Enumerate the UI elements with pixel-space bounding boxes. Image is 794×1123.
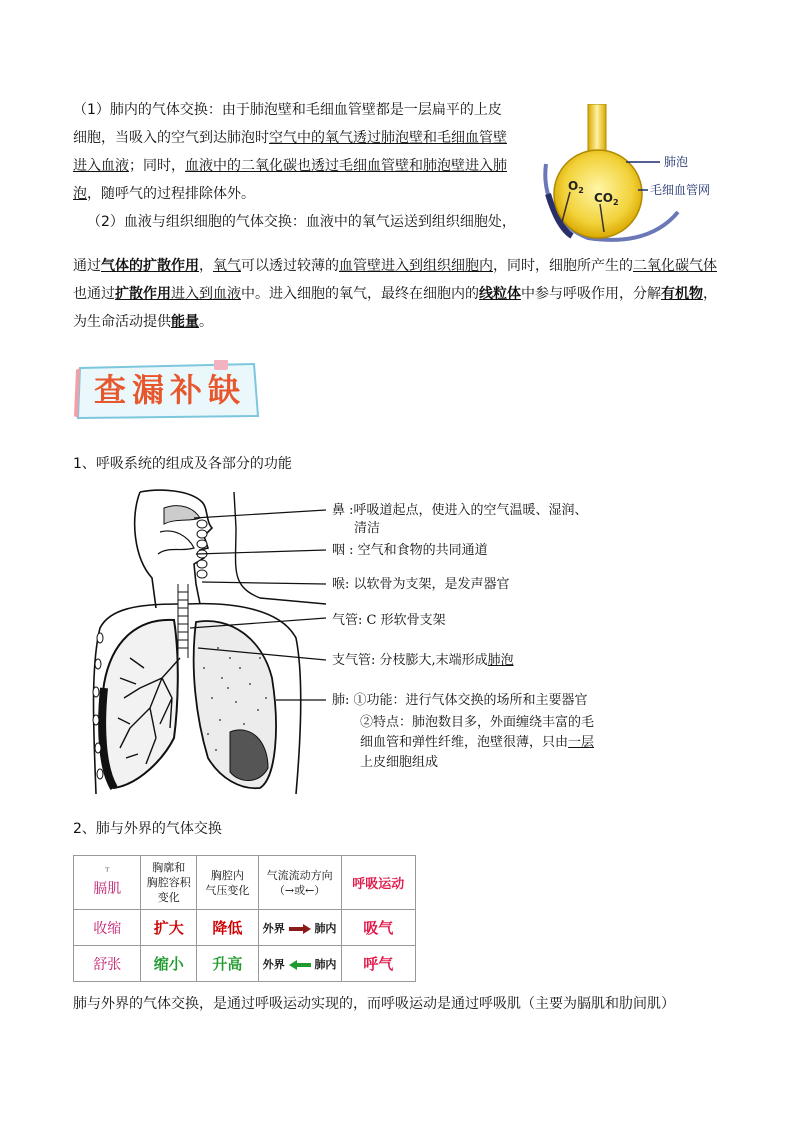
cell-volume: 扩大: [141, 910, 197, 946]
header-muscle: 膈肌: [93, 880, 122, 897]
direction-from: 外界: [262, 921, 285, 935]
text-run-underlined: 氧气: [213, 258, 241, 274]
label-nose-cont: 清洁: [354, 521, 381, 536]
header-motion: 呼吸运动: [341, 856, 415, 910]
label-lung-feature-2: [360, 732, 594, 753]
text-run-underlined: 进入到: [381, 258, 423, 274]
p2-line1: （2）血液与组织细胞的气体交换：血液中的氧气运送到组织细胞处，: [87, 214, 516, 230]
arrow-right-icon: [289, 924, 311, 934]
text-run: ，: [703, 286, 717, 302]
header-cell: [141, 856, 197, 910]
co2-label: $CO_2$: [594, 191, 619, 207]
respiratory-diagram: [90, 488, 326, 794]
left-lung: [101, 620, 178, 788]
cell-muscle: 收缩: [74, 910, 141, 946]
alveolus-label: 肺泡: [664, 155, 689, 169]
text-run-underlined: 能量: [171, 314, 199, 330]
text-run: ，同时，细胞所产生的: [493, 258, 633, 274]
back-of-head: [135, 492, 156, 608]
cell-volume: 缩小: [141, 946, 197, 982]
cell-direction: [258, 946, 341, 982]
text-run-underlined: 肺泡: [487, 653, 514, 668]
text-run-underlined: 血液中的二氧化碳也透过毛细血管壁和肺泡壁进入肺: [185, 158, 507, 174]
text-run: ，: [199, 258, 213, 274]
respiratory-heading: 1、呼吸系统的组成及各部分的功能: [73, 456, 292, 472]
header-direction-2: （→或←）: [273, 883, 326, 897]
paragraph-lung-exchange: [73, 96, 523, 236]
header-pressure-1: 胸腔内: [210, 868, 244, 882]
text-run-underlined: 二氧化碳气体: [633, 258, 717, 274]
label-lung-function: 肺: ①功能：进行气体交换的场所和主要器官: [332, 693, 588, 708]
text-run: ，随呼气的过程排除体外。: [87, 186, 255, 202]
trachea: [178, 584, 188, 658]
o2-label: $O_2$: [568, 179, 584, 195]
table-row: [74, 910, 416, 946]
label-pharynx: 咽 : 空气和食物的共同通道: [332, 543, 488, 558]
direction-from: 外界: [262, 957, 285, 971]
text-run: 可以透过较薄的: [241, 258, 339, 274]
exchange-footer: 肺与外界的气体交换，是通过呼吸运动实现的，而呼吸运动是通过呼吸肌（主要为膈肌和肋间肌）: [73, 996, 675, 1012]
table-header-row: [74, 856, 416, 910]
label-nose: 鼻 :呼吸道起点，使进入的空气温暖、湿润、: [332, 503, 588, 518]
text-run-underlined: 进入血液: [73, 158, 129, 174]
p1-line4: [73, 180, 523, 208]
text-run: 中。进入细胞的氧气，最终在细胞内的: [241, 286, 479, 302]
paragraph-tissue-exchange: [73, 252, 733, 336]
label-lung-feature-3: 上皮细胞组成: [360, 755, 439, 770]
text-run-underlined: 血液: [213, 286, 241, 302]
header-cell: [197, 856, 259, 910]
direction-to: 肺内: [314, 957, 337, 971]
header-cell: [258, 856, 341, 910]
text-run-underlined: 扩散作用: [115, 286, 171, 302]
cell-motion: 吸气: [341, 910, 415, 946]
header-volume-2: 胸腔容积: [146, 876, 191, 889]
header-pressure-2: 气压变化: [205, 883, 250, 897]
text-run-underlined: 有机物: [661, 286, 703, 302]
capillary-label: 毛细血管网: [650, 183, 711, 197]
arrow-left-icon: [289, 960, 311, 970]
label-lung-feature: ②特点：肺泡数目多，外面缠绕丰富的毛: [360, 715, 595, 730]
text-run: 支气管: 分枝膨大,末端形成: [332, 653, 488, 668]
text-run: 通过: [73, 258, 101, 274]
section-banner: [74, 360, 260, 420]
exchange-table: [73, 855, 416, 982]
label-bronchi: [332, 650, 514, 671]
text-run: 细胞，当吸入的空气到达肺泡时: [73, 130, 269, 146]
text-run-underlined: 血管壁: [339, 258, 381, 274]
direction-to: 肺内: [314, 921, 337, 935]
text-run-underlined: 一层: [568, 735, 595, 750]
cell-motion: 呼气: [341, 946, 415, 982]
cell-pressure: 升高: [197, 946, 259, 982]
p1-line3: [73, 152, 523, 180]
text-run: 细血管和弹性纤维，泡壁很薄，只由: [360, 735, 569, 750]
text-run-underlined: 线粒体: [479, 286, 521, 302]
text-run-underlined: 组织细胞内: [423, 258, 493, 274]
text-run-underlined: 空气中的氧气透过肺泡壁和毛细血管壁: [269, 130, 507, 146]
text-run-underlined: 进入到: [171, 286, 213, 302]
header-direction-1: 气流流动方向: [266, 868, 333, 882]
label-larynx: 喉: 以软骨为支架，是发声器官: [332, 577, 510, 592]
text-run: 也通过: [73, 286, 115, 302]
alveolus-figure: [538, 104, 738, 244]
text-run: ；同时，: [129, 158, 185, 174]
bronchiole-tube: [588, 104, 606, 154]
text-run: 中参与呼吸作用，分解: [521, 286, 661, 302]
text-run-underlined: 泡: [73, 186, 87, 202]
label-trachea: 气管: C 形软骨支架: [332, 613, 446, 628]
header-volume-3: 变化: [157, 891, 180, 904]
text-run: 。: [199, 314, 213, 330]
exchange-heading: 2、肺与外界的气体交换: [73, 821, 222, 837]
p2-line3: [73, 280, 733, 308]
p2-line4: [73, 308, 733, 336]
header-cell: [74, 856, 141, 910]
p1-line2: [73, 124, 523, 152]
cell-muscle: 舒张: [74, 946, 141, 982]
p1-line1: （1）肺内的气体交换：由于肺泡壁和毛细血管壁都是一层扁平的上皮: [73, 102, 502, 118]
nasal-cavity: [164, 506, 200, 524]
p2-line2: [73, 252, 733, 280]
text-run-underlined: 气体的扩散作用: [101, 258, 199, 274]
text-run: 为生命活动提供: [73, 314, 171, 330]
cell-pressure: 降低: [197, 910, 259, 946]
header-volume-1: 胸廓和: [152, 861, 186, 874]
cell-direction: [258, 910, 341, 946]
muscle-icon: ᵀ: [105, 866, 110, 878]
banner-title: 查漏补缺: [94, 371, 247, 409]
table-row: [74, 946, 416, 982]
